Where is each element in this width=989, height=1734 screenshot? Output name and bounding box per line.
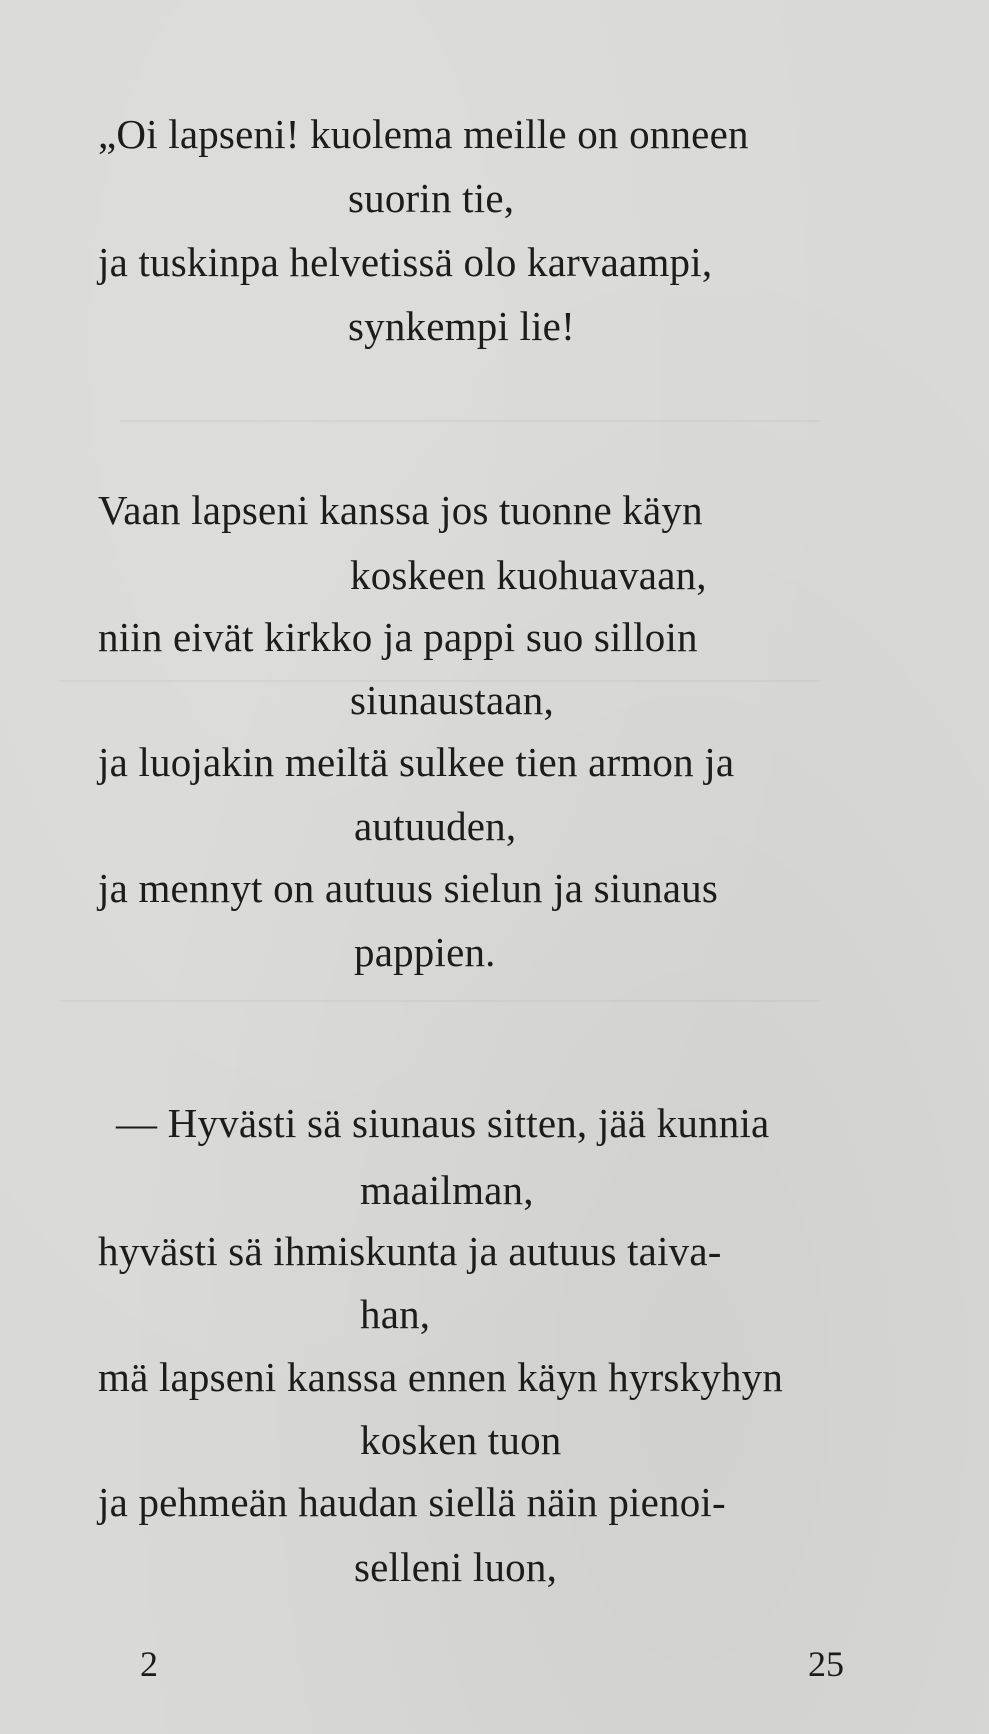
poem-line-continuation: maailman,	[360, 1167, 534, 1213]
show-through-decoration	[60, 1000, 820, 1032]
signature-mark: 2	[140, 1644, 158, 1684]
poem-line-continuation: suorin tie,	[348, 175, 515, 221]
poem-line	[98, 111, 888, 157]
stanza-1-line-1: „Oi lapseni! kuolema meille on onneen	[98, 111, 749, 157]
poem-line: Vaan lapseni kanssa jos tuonne käyn	[98, 487, 703, 533]
poem-line: hyvästi sä ihmiskunta ja autuus taiva-	[98, 1228, 722, 1274]
poem-line-continuation: kosken tuon	[360, 1417, 562, 1463]
poem-line: ja tuskinpa helvetissä olo karvaampi,	[98, 239, 713, 285]
poem-line-continuation: selleni luon,	[354, 1544, 558, 1590]
poem-line-continuation: synkempi lie!	[348, 303, 575, 349]
poem-line-continuation: siunaustaan,	[350, 677, 554, 723]
poem-line: — Hyvästi sä siunaus sitten, jää kunnia	[116, 1100, 770, 1146]
poem-line: ja pehmeän haudan siellä näin pienoi-	[98, 1479, 726, 1525]
poem-line-continuation: koskeen kuohuavaan,	[350, 552, 707, 598]
show-through-decoration	[120, 420, 820, 452]
poem-line-continuation: pappien.	[354, 929, 496, 975]
poem-line: mä lapseni kanssa ennen käyn hyrskyhyn	[98, 1354, 784, 1400]
poem-line-continuation: autuuden,	[354, 803, 517, 849]
poem-line-continuation: han,	[360, 1291, 431, 1337]
poem-line: ja luojakin meiltä sulkee tien armon ja	[98, 739, 735, 785]
poem-line: niin eivät kirkko ja pappi suo silloin	[98, 614, 698, 660]
poem-line: ja mennyt on autuus sielun ja siunaus	[98, 865, 719, 911]
page-number: 25	[808, 1644, 844, 1684]
